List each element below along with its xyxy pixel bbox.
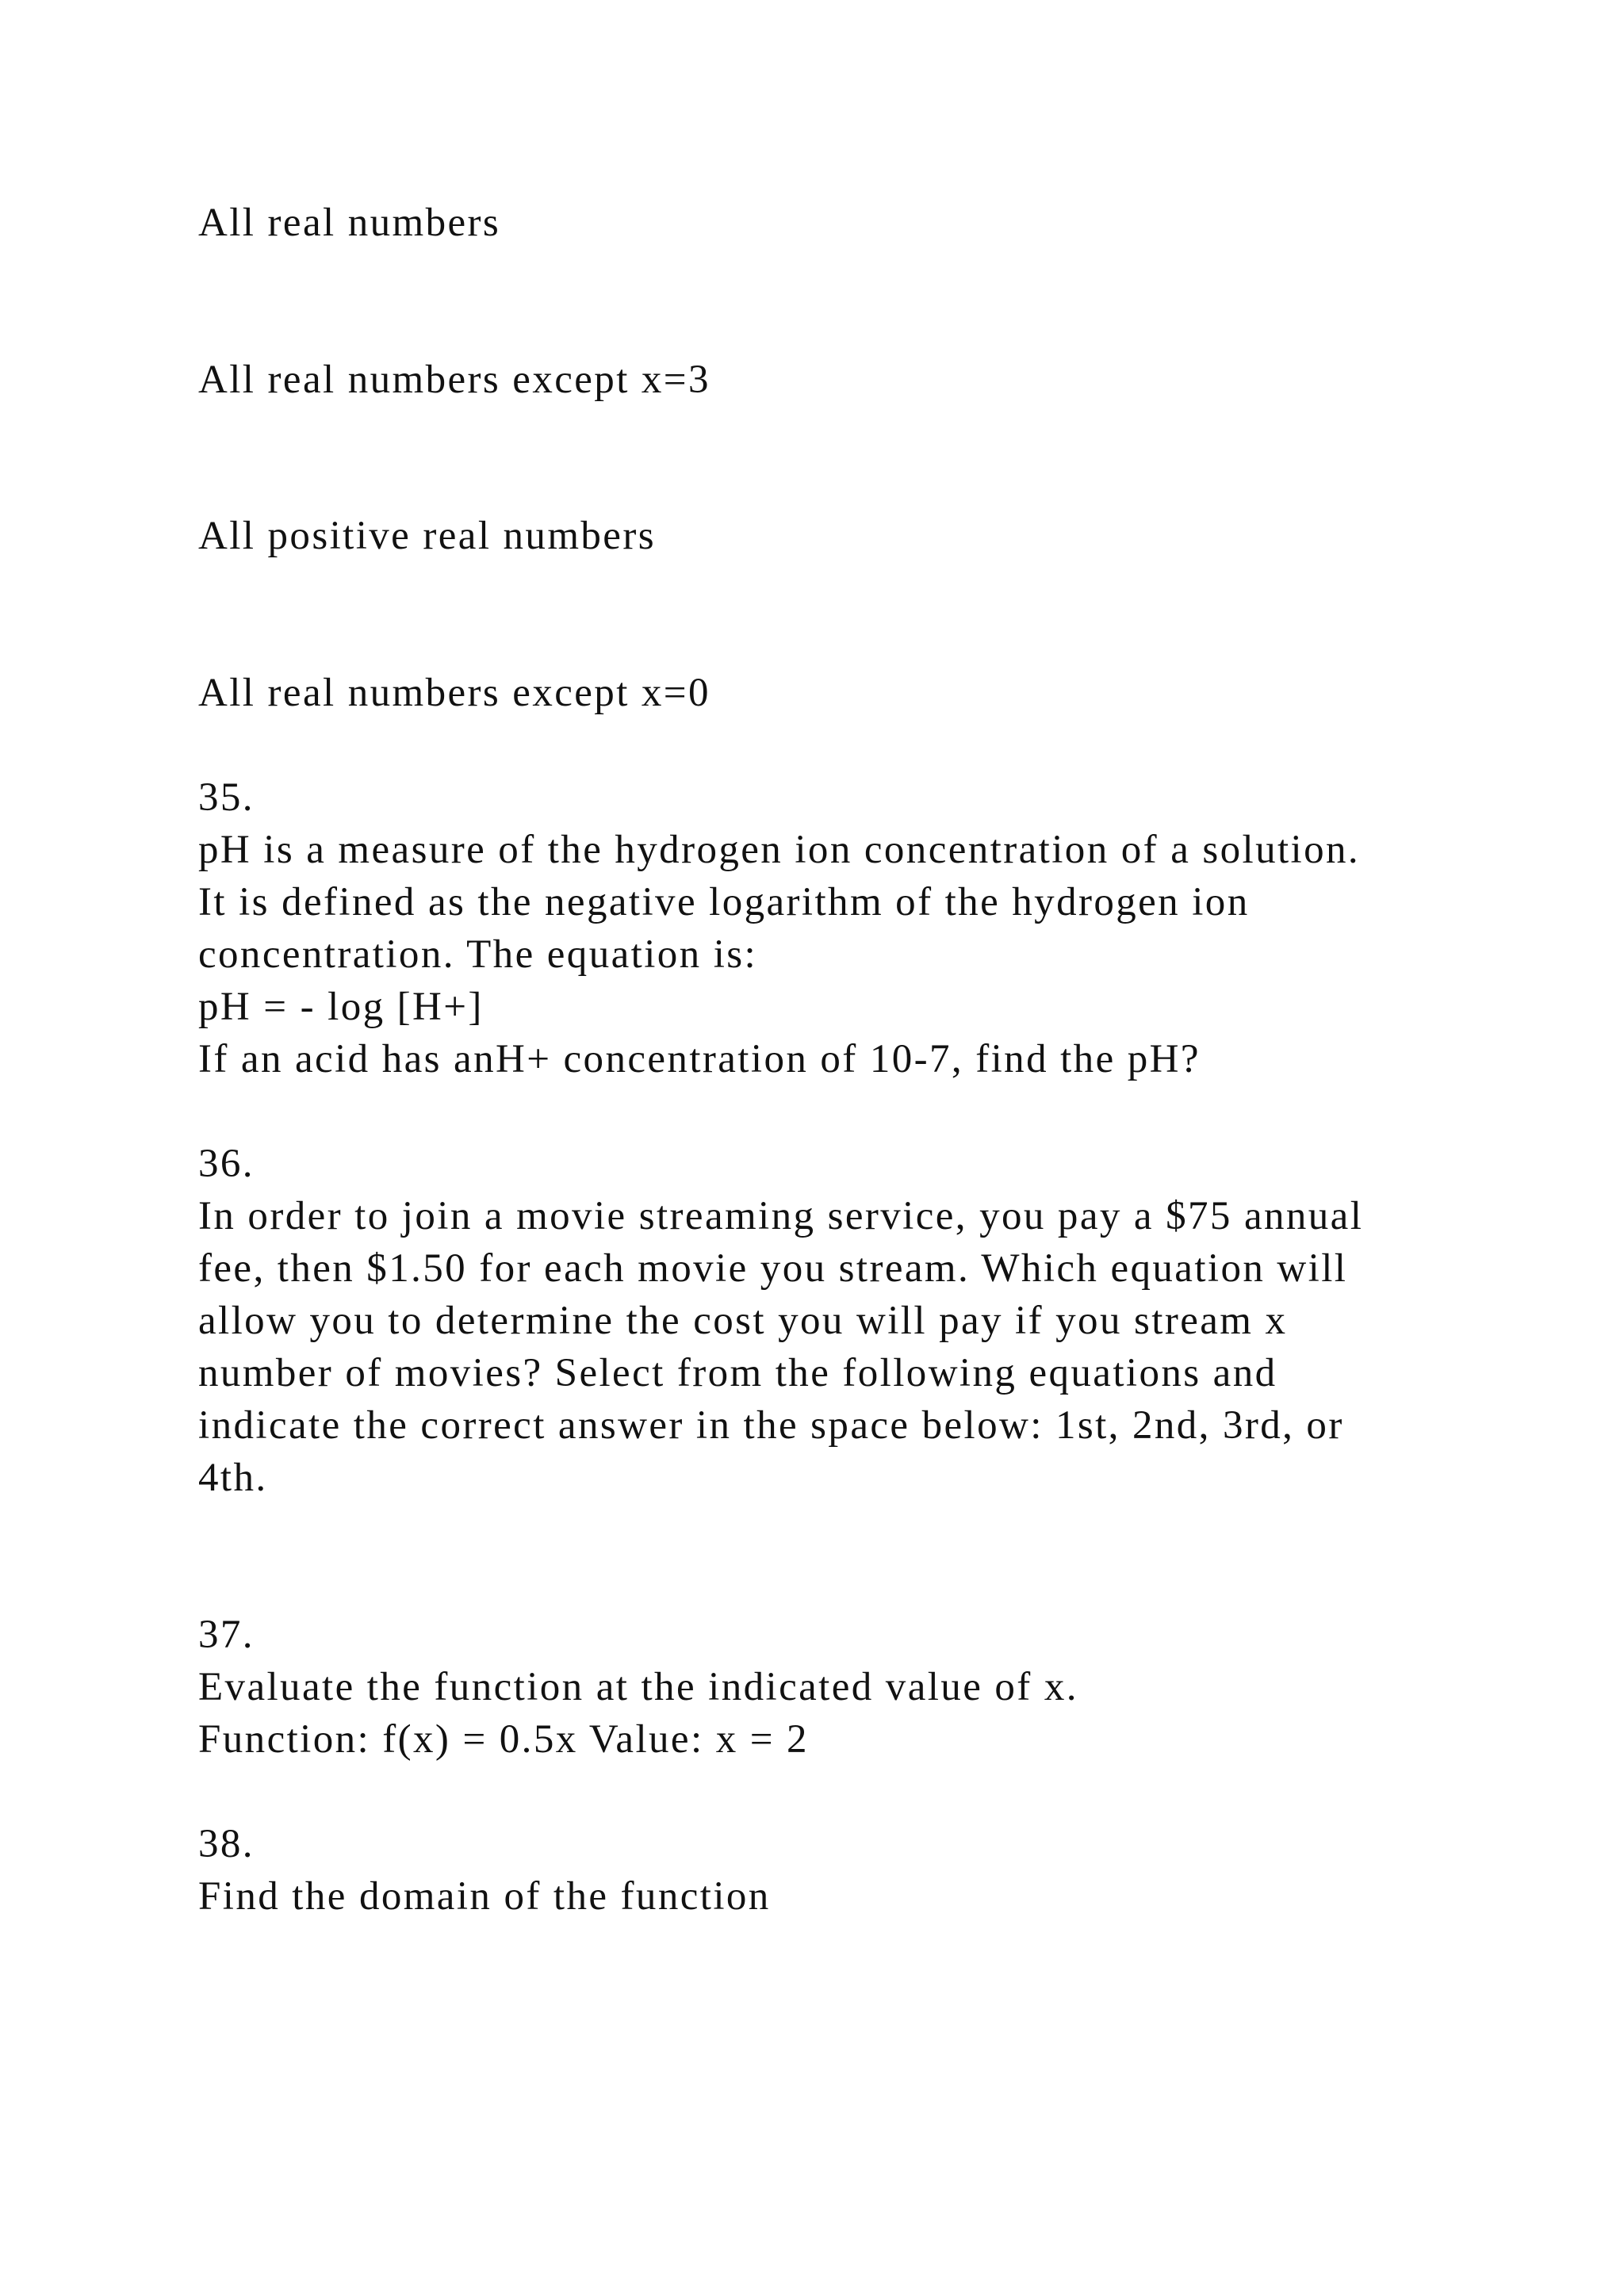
question-number: 35. [198,775,255,820]
answer-option: All real numbers [198,201,501,245]
question-number: 37. [198,1613,255,1657]
question-text-line: Evaluate the function at the indicated value of x. [198,1665,1078,1709]
question-text-line: fee, then $1.50 for each movie you stream. Which equation will [198,1246,1348,1291]
question-text-line: indicate the correct answer in the space below: 1st, 2nd, 3rd, or [198,1403,1344,1448]
question-text-line: number of movies? Select from the following equations and [198,1351,1277,1395]
question-text-line: 4th. [198,1456,268,1500]
question-text-line: Find the domain of the function [198,1874,771,1919]
question-text-line: It is defined as the negative logarithm of the hydrogen ion [198,880,1250,924]
answer-option: All positive real numbers [198,514,656,558]
question-text-line: pH is a measure of the hydrogen ion concentration of a solution. [198,828,1361,872]
question-text-line: allow you to determine the cost you will pay if you stream x [198,1299,1288,1343]
question-text-line: In order to join a movie streaming service, you pay a $75 annual [198,1194,1364,1238]
question-text-line: concentration. The equation is: [198,932,758,977]
question-text-line: Function: f(x) = 0.5x Value: x = 2 [198,1717,809,1762]
question-number: 36. [198,1142,255,1186]
answer-option: All real numbers except x=0 [198,671,710,715]
question-number: 38. [198,1822,255,1866]
question-text-line: If an acid has anH+ concentration of 10-7, find the pH? [198,1037,1201,1081]
question-text-line: pH = - log [H+] [198,985,484,1029]
answer-option: All real numbers except x=3 [198,358,710,402]
